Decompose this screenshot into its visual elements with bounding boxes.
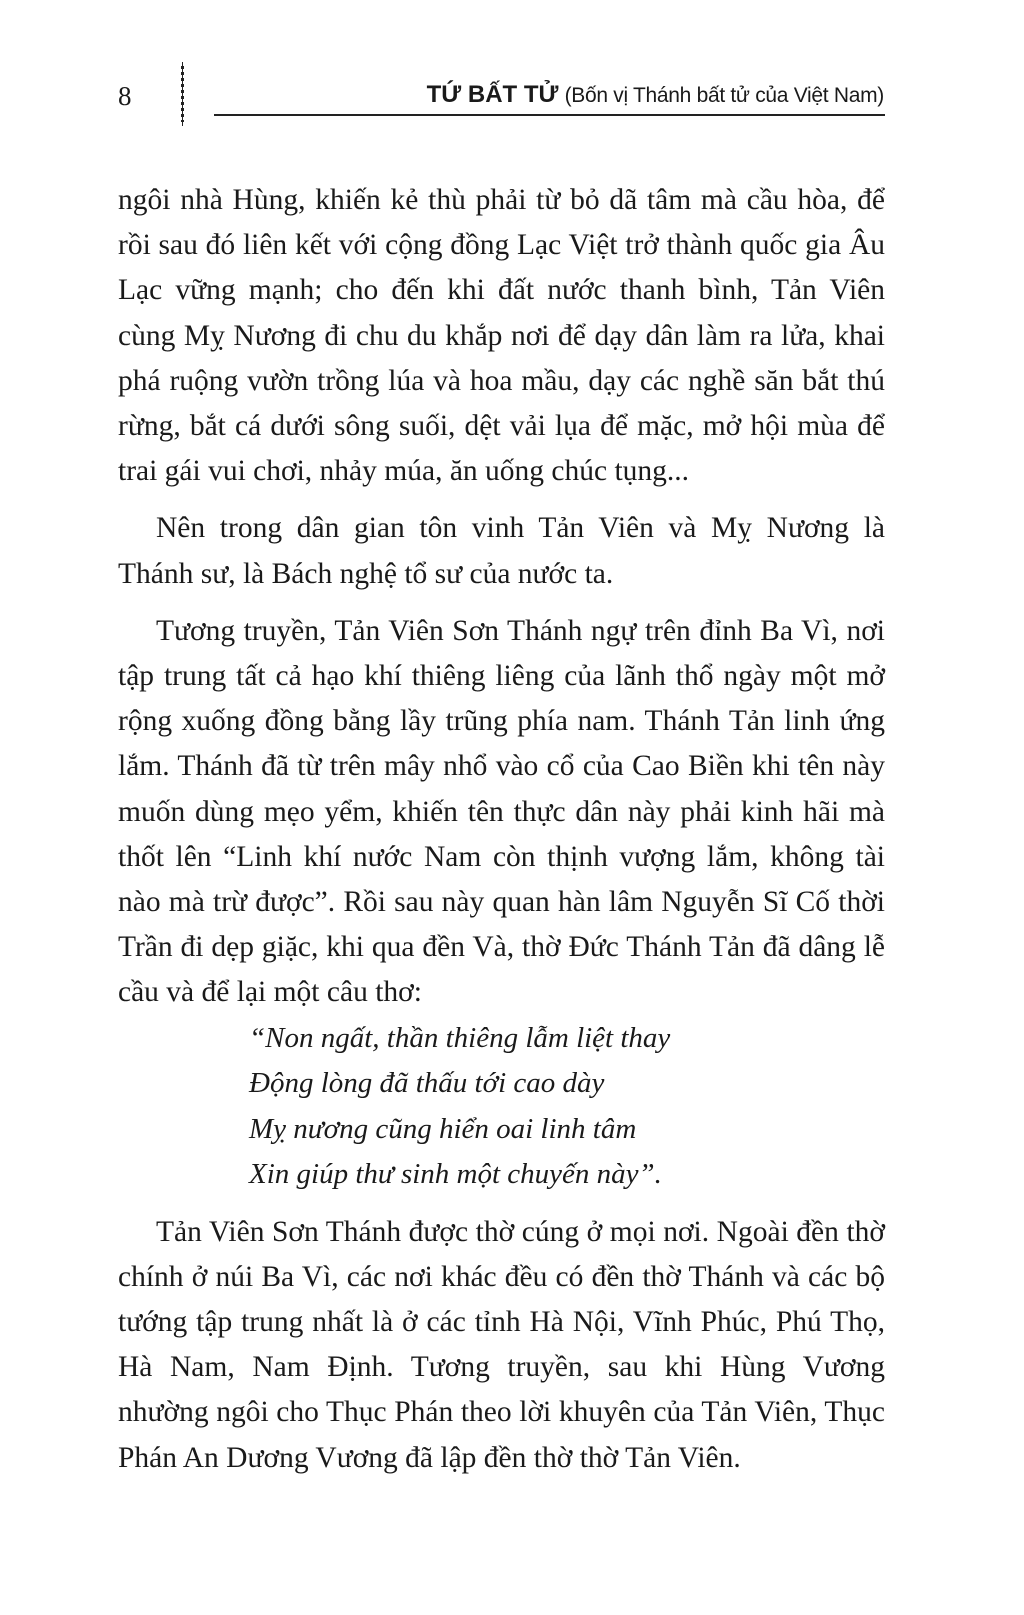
body-paragraph: Tương truyền, Tản Viên Sơn Thánh ngự trên đỉnh Ba Vì, nơi tập trung tất cả hạo khí thiêng liêng của lãnh thổ ngày một mở rộng xuống đồng bằng lầy trũng phía nam. Thánh Tản linh ứng lắm. Thánh đã từ trên mây nhổ vào cổ của Cao Biền khi tên này muốn dùng mẹo yểm, khiến tên thực dân này phải kinh hãi mà thốt lên “Linh khí nước Nam còn thịnh vượng lắm, không tài nào mà trừ được”. Rồi sau này quan hàn lâm Nguyễn Sĩ Cố thời Trần đi dẹp giặc, khi qua đền Và, thờ Đức Thánh Tản đã dâng lễ cầu và để lại một câu thơ: xyxy=(118,614,885,1009)
book-title: TỨ BẤT TỬ xyxy=(426,81,559,108)
page-header xyxy=(0,0,1024,130)
poem-block xyxy=(249,1016,885,1198)
body-paragraph: Nên trong dân gian tôn vinh Tản Viên và Mỵ Nương là Thánh sư, là Bách nghệ tổ sư của nước ta. xyxy=(118,512,885,590)
poem-line: Mỵ nương cũng hiển oai linh tâm xyxy=(249,1112,637,1145)
poem-line: Động lòng đã thấu tới cao dày xyxy=(249,1067,605,1100)
running-title xyxy=(427,80,884,111)
body-paragraph: Tản Viên Sơn Thánh được thờ cúng ở mọi nơi. Ngoài đền thờ chính ở núi Ba Vì, các nơi khác đều có đền thờ Thánh và các bộ tướng tập trung nhất là ở các tỉnh Hà Nội, Vĩnh Phúc, Phú Thọ, Hà Nam, Nam Định. Tương truyền, sau khi Hùng Vương nhường ngôi cho Thục Phán theo lời khuyên của Tản Viên, Thục Phán An Dương Vương đã lập đền thờ thờ Tản Viên. xyxy=(118,1215,885,1474)
page-body xyxy=(118,178,885,1481)
page-number: 8 xyxy=(118,81,132,111)
poem-line: Xin giúp thư sinh một chuyến này”. xyxy=(249,1158,662,1191)
header-vertical-rule xyxy=(181,66,184,122)
header-horizontal-rule xyxy=(214,114,885,116)
body-paragraph: ngôi nhà Hùng, khiến kẻ thù phải từ bỏ dã tâm mà cầu hòa, để rồi sau đó liên kết với cộng đồng Lạc Việt trở thành quốc gia Âu Lạc vững mạnh; cho đến khi đất nước thanh bình, Tản Viên cùng Mỵ Nương đi chu du khắp nơi để dạy dân làm ra lửa, khai phá ruộng vườn trồng lúa và hoa mầu, dạy các nghề săn bắt thú rừng, bắt cá dưới sông suối, dệt vải lụa để mặc, mở hội mùa để trai gái vui chơi, nhảy múa, ăn uống chúc tụng... xyxy=(118,184,885,488)
poem-line: “Non ngất, thần thiêng lẫm liệt thay xyxy=(249,1021,671,1054)
book-subtitle: (Bốn vị Thánh bất tử của Việt Nam) xyxy=(564,84,884,107)
